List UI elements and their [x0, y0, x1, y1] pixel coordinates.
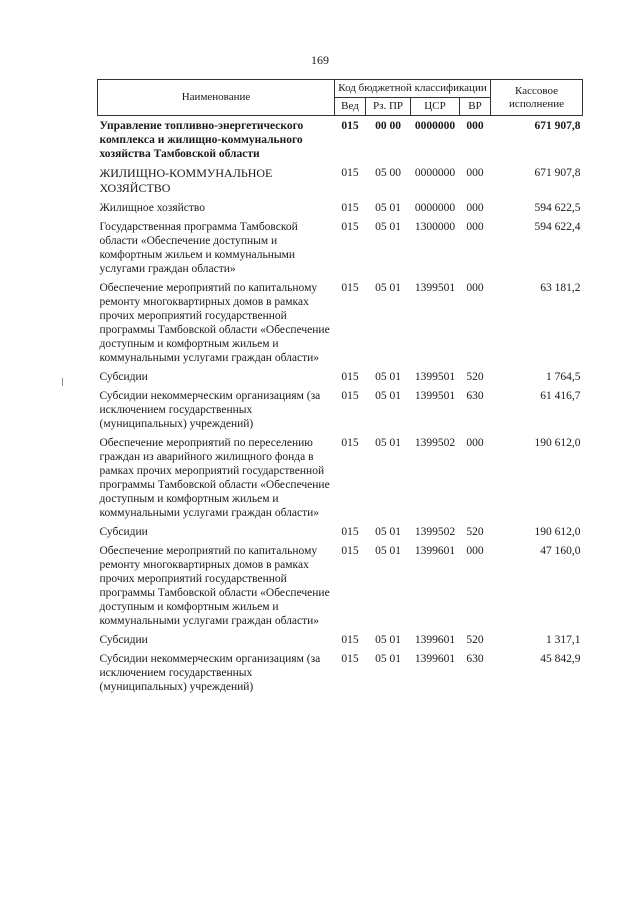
row-vr: 630 — [466, 390, 484, 402]
table-row — [98, 541, 583, 630]
row-name: Обеспечение мероприятий по переселению граждан из аварийного жилищного фонда в рамках прочих мероприятий государственной программы Тамбовской области «Обеспечение доступным и комфортным жильем и коммунальными услугами граждан области» — [99, 437, 330, 519]
header-name: Наименование — [98, 80, 335, 116]
row-cash: 45 842,9 — [540, 653, 581, 665]
table-row — [98, 278, 583, 367]
row-ved: 015 — [341, 390, 359, 402]
row-ved: 015 — [341, 167, 359, 179]
row-ved: 015 — [341, 545, 359, 557]
row-cash: 1 317,1 — [546, 634, 581, 646]
row-name: Управление топливно-энергетического комплекса и жилищно-коммунального хозяйства Тамбовской области — [99, 120, 304, 160]
row-rz-pr: 05 01 — [375, 221, 401, 233]
table-row — [98, 649, 583, 696]
header-rz-pr: Рз. ПР — [366, 98, 411, 116]
row-cash: 671 907,8 — [534, 167, 581, 179]
row-name: ЖИЛИЩНО-КОММУНАЛЬНОЕ ХОЗЯЙСТВО — [99, 166, 273, 195]
row-csr: 1399501 — [414, 282, 456, 294]
row-csr: 1300000 — [414, 221, 456, 233]
row-cash: 63 181,2 — [540, 282, 581, 294]
row-ved: 015 — [341, 653, 359, 665]
row-csr: 1399601 — [414, 545, 456, 557]
header-cash: Кассовое исполнение — [491, 80, 583, 116]
row-rz-pr: 05 01 — [375, 371, 401, 383]
row-vr: 000 — [466, 545, 484, 557]
row-ved: 015 — [341, 526, 359, 538]
row-csr: 0000000 — [414, 202, 456, 214]
row-vr: 000 — [466, 167, 484, 179]
row-csr: 0000000 — [414, 120, 456, 132]
row-cash: 190 612,0 — [534, 526, 581, 538]
row-vr: 000 — [466, 437, 484, 449]
row-rz-pr: 05 01 — [375, 653, 401, 665]
row-rz-pr: 00 00 — [375, 120, 401, 132]
table-row — [98, 433, 583, 522]
row-csr: 1399502 — [414, 526, 456, 538]
row-vr: 000 — [466, 282, 484, 294]
row-vr: 630 — [466, 653, 484, 665]
row-name: Субсидии некоммерческим организациям (за исключением государственных (муниципальных) учреждений) — [99, 653, 321, 693]
row-cash: 47 160,0 — [540, 545, 581, 557]
header-csr: ЦСР — [411, 98, 460, 116]
row-csr: 1399601 — [414, 634, 456, 646]
row-ved: 015 — [341, 120, 359, 132]
header-ved: Вед — [335, 98, 366, 116]
row-csr: 1399601 — [414, 653, 456, 665]
row-cash: 1 764,5 — [546, 371, 581, 383]
row-rz-pr: 05 01 — [375, 437, 401, 449]
row-ved: 015 — [341, 221, 359, 233]
row-vr: 000 — [466, 120, 484, 132]
row-name: Государственная программа Тамбовской области «Обеспечение доступным и комфортным жильем и коммунальными услугами граждан области» — [99, 221, 298, 275]
row-rz-pr: 05 01 — [375, 545, 401, 557]
row-rz-pr: 05 00 — [375, 167, 401, 179]
row-cash: 594 622,4 — [534, 221, 581, 233]
budget-table — [97, 79, 583, 696]
row-cash: 61 416,7 — [540, 390, 581, 402]
row-csr: 1399501 — [414, 371, 456, 383]
row-name: Обеспечение мероприятий по капитальному ремонту многоквартирных домов в рамках прочих мероприятий государственной программы Тамбовской области «Обеспечение доступным и комфортным жильем и коммунальными услугами граждан области» — [99, 282, 330, 364]
row-csr: 0000000 — [414, 167, 456, 179]
row-rz-pr: 05 01 — [375, 202, 401, 214]
row-name: Обеспечение мероприятий по капитальному ремонту многоквартирных домов в рамках прочих мероприятий государственной программы Тамбовской области «Обеспечение доступным и комфортным жильем и коммунальными услугами граждан области» — [99, 545, 330, 627]
page-number: 169 — [311, 53, 329, 67]
row-rz-pr: 05 01 — [375, 526, 401, 538]
row-name: Субсидии — [99, 526, 148, 538]
row-ved: 015 — [341, 282, 359, 294]
row-vr: 520 — [466, 634, 484, 646]
row-name: Субсидии — [99, 634, 148, 646]
row-vr: 520 — [466, 371, 484, 383]
table-row — [98, 198, 583, 217]
row-csr: 1399502 — [414, 437, 456, 449]
table-row — [98, 386, 583, 433]
table-row — [98, 217, 583, 278]
table-row — [98, 522, 583, 541]
row-vr: 000 — [466, 221, 484, 233]
row-name: Субсидии некоммерческим организациям (за исключением государственных (муниципальных) учреждений) — [99, 390, 321, 430]
header-vr: ВР — [460, 98, 491, 116]
table-row — [98, 367, 583, 386]
row-name: Субсидии — [99, 371, 148, 383]
row-vr: 000 — [466, 202, 484, 214]
table-row — [98, 163, 583, 198]
header-code-group: Код бюджетной классификации — [335, 80, 491, 98]
row-cash: 190 612,0 — [534, 437, 581, 449]
row-cash: 594 622,5 — [534, 202, 581, 214]
row-rz-pr: 05 01 — [375, 634, 401, 646]
row-cash: 671 907,8 — [534, 120, 581, 132]
row-ved: 015 — [341, 202, 359, 214]
margin-mark — [62, 378, 63, 386]
row-csr: 1399501 — [414, 390, 456, 402]
row-ved: 015 — [341, 634, 359, 646]
row-vr: 520 — [466, 526, 484, 538]
row-rz-pr: 05 01 — [375, 282, 401, 294]
row-ved: 015 — [341, 437, 359, 449]
row-ved: 015 — [341, 371, 359, 383]
row-name: Жилищное хозяйство — [99, 202, 206, 214]
row-rz-pr: 05 01 — [375, 390, 401, 402]
table-row — [98, 116, 583, 164]
table-row — [98, 630, 583, 649]
